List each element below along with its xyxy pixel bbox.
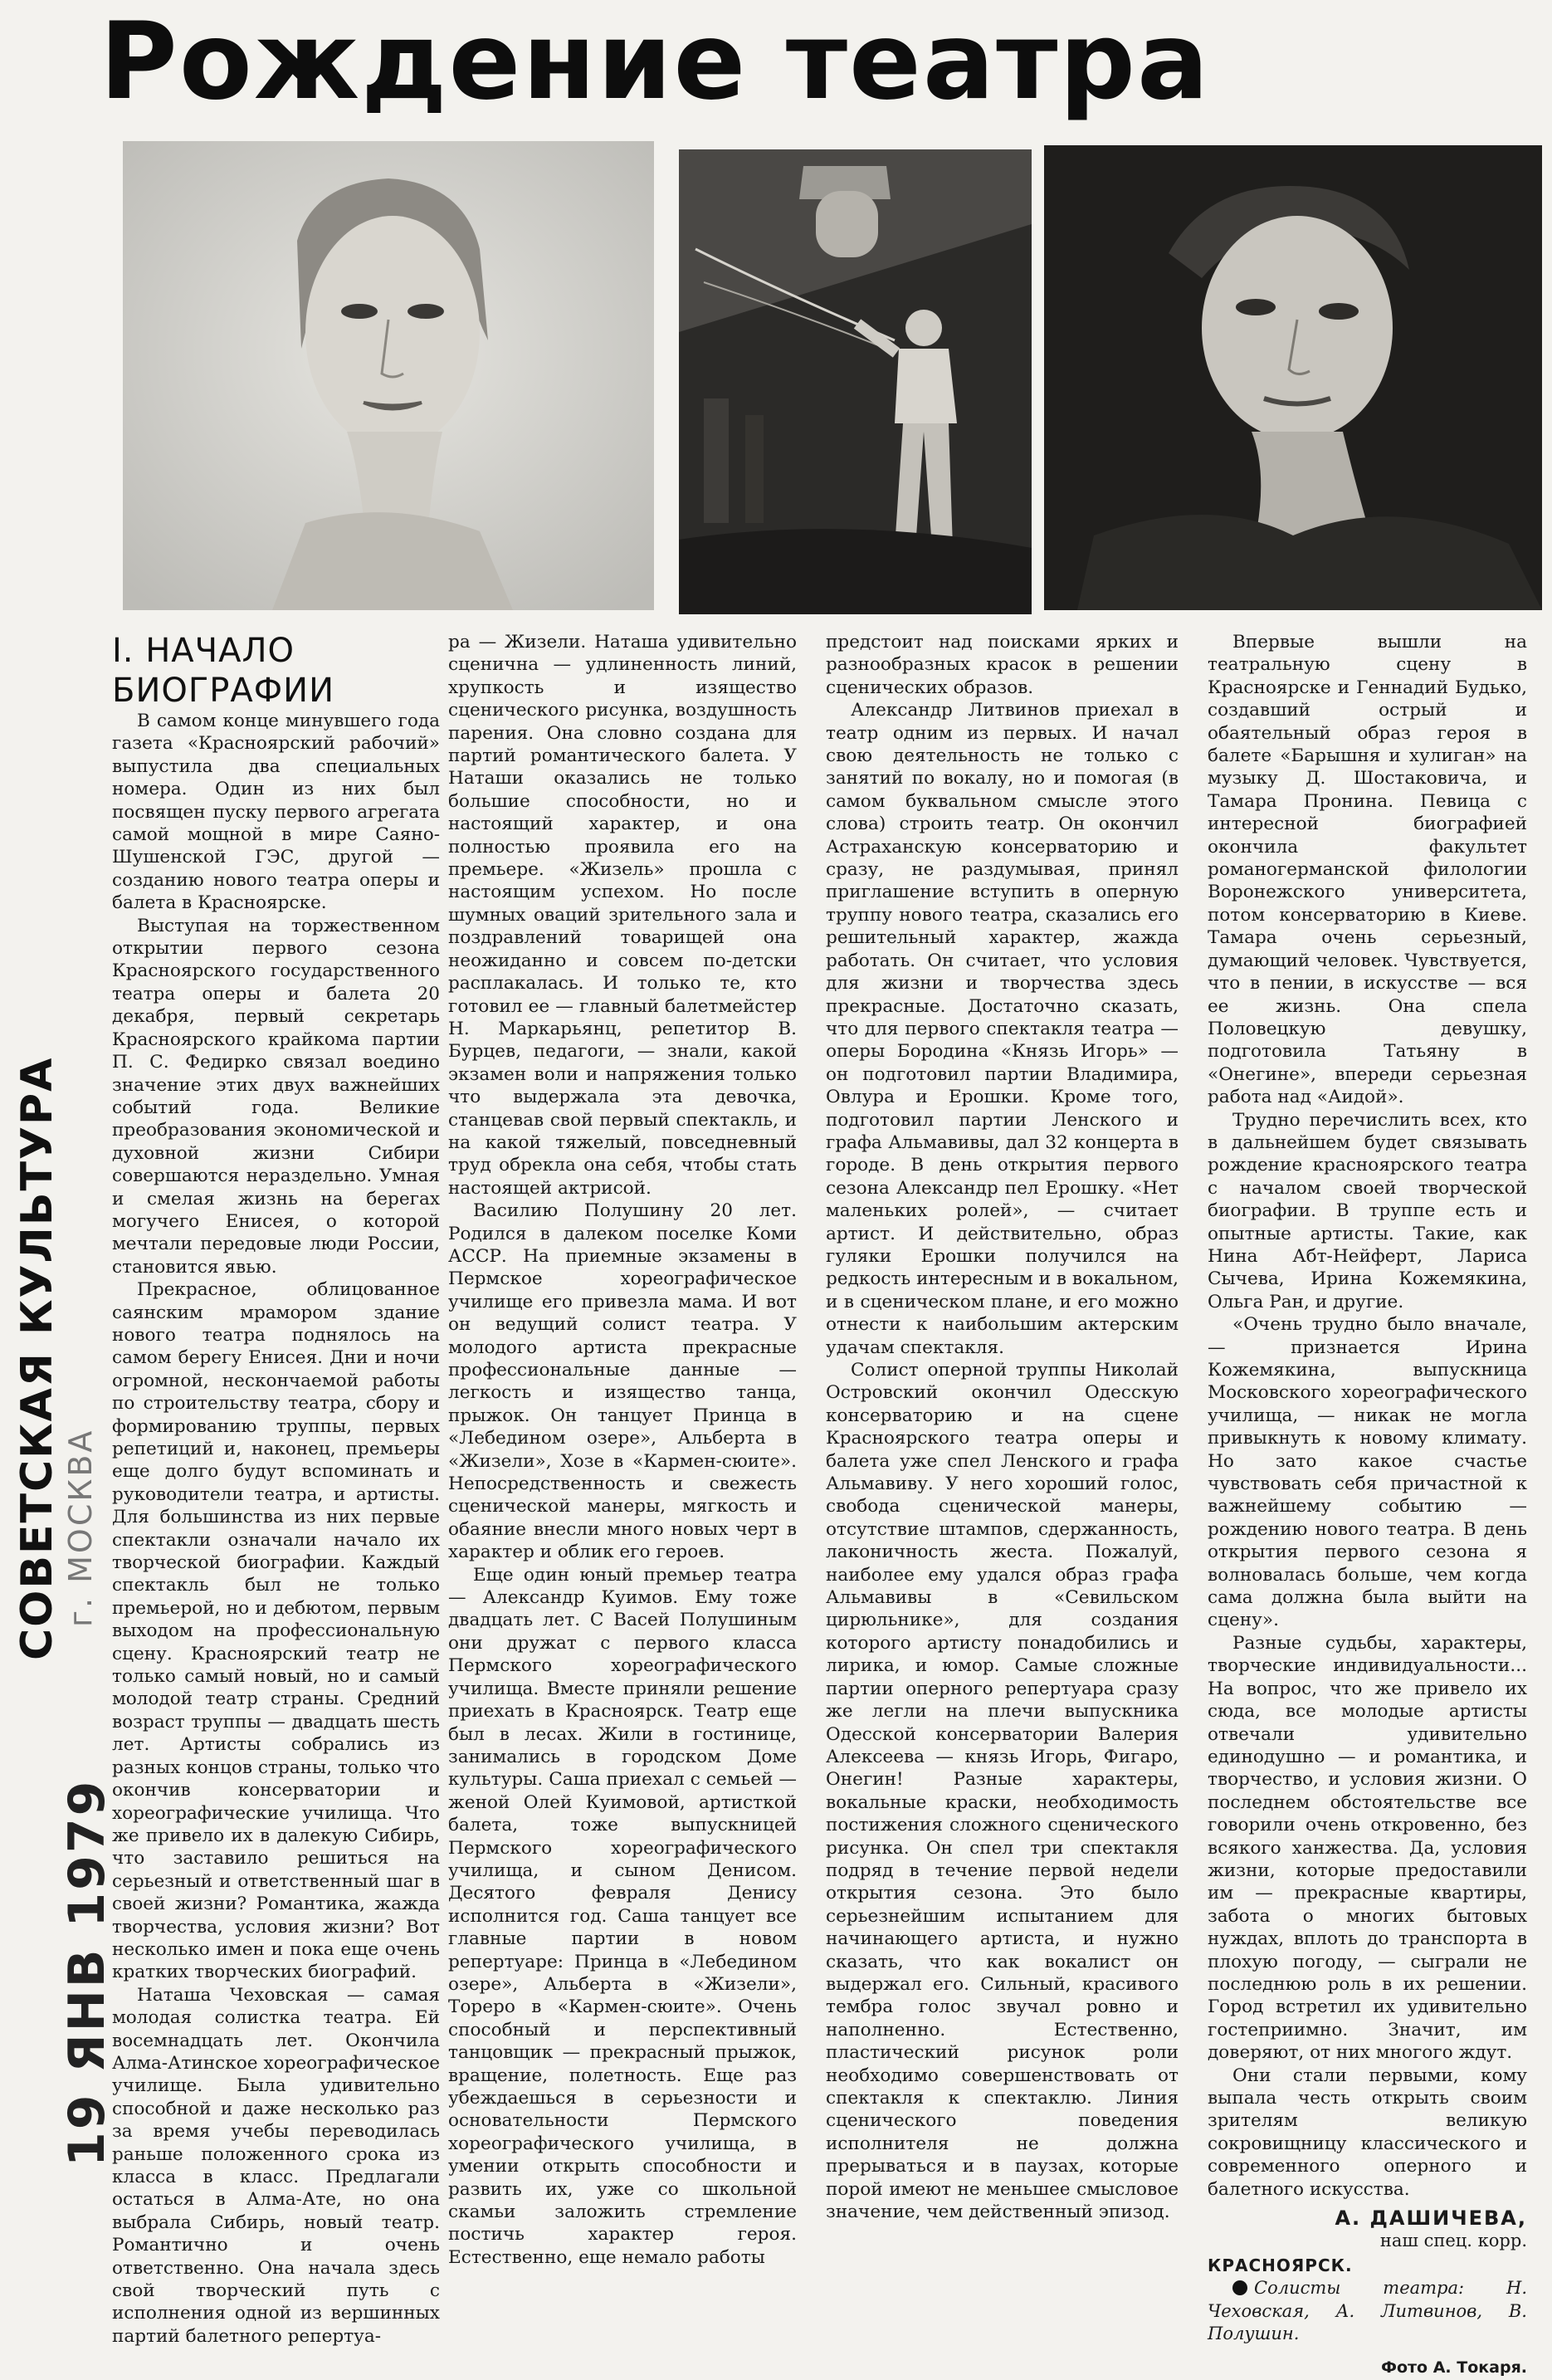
paragraph: Впервые вышли на театральную сцену в Красноярске и Геннадий Будько, создавший острый и обаятельный образ героя в балете «Барышня и хулиган» на музыку Д. Шостаковича, и Тамара Пронина. Певица с интересной биографией окончила факультет романогерманской филологии Воронежского университета, потом консерваторию в Киеве. Тамара очень серьезный, думающий человек. Чувствуется, что в пении, в искусстве — вся ее жизнь. Она спела Половецкую девушку, подготовила Татьяну в «Онегине», впереди серьезная работа над «Аидой». [1208,632,1527,1108]
paragraph: Трудно перечислить всех, кто в дальнейшем будет связывать рождение красноярского театра с началом своей творческой биографии. В труппе есть и опытные артисты. Такие, как Нина Абт-Нейферт, Лариса Сычева, Ирина Кожемякина, Ольга Ран, и другие. [1208,1109,1527,1312]
paragraph: В самом конце минувшего года газета «Красноярский рабочий» выпустила два специальных номера. Один из них был посвящен пуску первого агрегата самой мощной в мире Саяно-Шушенской ГЭС, другой — созданию нового театра оперы и балета в Красноярске. [112,711,440,914]
paragraph: «Очень трудно было вначале, — признается Ирина Кожемякина, выпускница Московского хореографического училища, — никак не могла привыкнуть к новому климату. Но зато какое счастье чувствовать себя причастной к важнейшему событию — рождению нового театра. В день открытия первого сезона я волновалась больше, чем когда сама должна была выйти на сцену». [1208,1314,1527,1631]
paragraph: предстоит над поисками ярких и разнообразных красок в решении сценических образов. [826,632,1179,698]
paragraph: Александр Литвинов приехал в театр одним из первых. И начал свою деятельность не только с занятий по вокалу, но и помогая (в самом буквальном смысле этого слова) строить театр. Он окончил Астраханскую консерваторию и сразу, не раздумывая, принял приглашение вступить в оперную труппу нового театра, сказались его решительный характер, жажда работать. Он считает, что условия для жизни и творчества здесь прекрасные. Достаточно сказать, что для первого спектакля театра — оперы Бородина «Князь Игорь» — он подготовил партии Владимира, Овлура и Ерошки. Кроме того, подготовил партии Ленского и графа Альмавивы, дал 32 концерта в городе. В день открытия первого сезона Александр пел Ерошку. «Нет маленьких ролей», — считает артист. И действительно, образ гуляки Ерошки получился на редкость интересным и в вокальном, и в сценическом плане, и его можно отнести к наибольшим актерским удачам спектакля. [826,700,1179,1358]
section-title: I. НАЧАЛО БИОГРАФИИ [112,632,335,710]
paragraph: Еще один юный премьер театра — Александр Куимов. Ему тоже двадцать лет. С Васей Полушиным они дружат с первого класса Пермского хореографического училища. Вместе приняли решение приехать в Красноярск. Театр еще был в лесах. Жили в гостинице, занимались в городском Доме культуры. Саша приехал с семьей — женой Олей Куимовой, артисткой балета, тоже выпускницей Пермского хореографического училища, и сыном Денисом. Десятого февраля Денису исполнится год. Саша танцует все главные партии в новом репертуаре: Принца в «Лебедином озере», Альберта в «Жизели», Тореро в «Кармен-сюите». Очень способный и перспективный танцовщик — прекрасный прыжок, вращение, полетность. Еще раз убеждаешься в серьезности и основательности Пермского хореографического училища, в умении открыть способности и развить их, уже со школьной скамьи заложить стремление постичь характер героя. Естественно, еще немало работы [448,1564,797,2268]
paragraph: ра — Жизели. Наташа удивительно сценична — удлиненность линий, хрупкость и изящество сценического рисунка, воздушность парения. Она словно создана для партий романтического балета. У Наташи оказались не только большие способности, но и настоящий характер, и она полностью проявила его на премьере. «Жизель» прошла с настоящим успехом. Но после шумных оваций зрительного зала и поздравлений товарищей она неожиданно и совсем по-детски расплакалась. И только те, кто готовил ее — главный балетмейстер Н. Маркарьянц, репетитор В. Бурцев, педагоги, — знали, какой экзамен воли и напряжения только что выдержала эта девочка, станцевав свой первый спектакль, и на какой тяжелый, повседневный труд обрекла она себя, чтобы стать настоящей актрисой. [448,632,797,1199]
paragraph: Они стали первыми, кому выпала честь открыть своим зрителям великую сокровищницу классического и современного оперного и балетного искусства. [1208,2065,1527,2200]
author-role: наш спец. корр. [1379,2231,1527,2251]
paragraph: Василию Полушину 20 лет. Родился в далеком поселке Коми АССР. На приемные экзамены в Пермское хореографическое училище его привезла мама. И вот он ведущий солист театра. У молодого артиста прекрасные профессиональные данные — легкость и изящество танца, прыжок. Он танцует Принца в «Лебедином озере», Альберта в «Жизели», Хозе в «Кармен-сюите». Непосредственность и свежесть сценической манеры, мягкость и обаяние внесли много новых черт в характер и облик его героев. [448,1200,797,1563]
stamp-newspaper-name: СОВЕТСКАЯ КУЛЬТУРА [12,1056,62,1660]
photo-ballerina-portrait [123,141,654,610]
paragraph: Выступая на торжественном открытии первого сезона Красноярского государственного театра оперы и балета 20 декабря, первый секретарь Красноярского крайкома партии П. С. Федирко связал воедино значение этих двух важнейших событий года. Великие преобразования экономической и духовной жизни Сибири совершаются нераздельно. Умная и смелая жизнь на берегах могучего Енисея, о которой мечтали передовые люди России, становится явью. [112,915,440,1278]
photo-stage-image [679,149,1032,614]
photo-credit: Фото А. Токаря. [1381,2358,1527,2378]
stamp-city: г. МОСКВА [62,1428,99,1627]
photo-caption [1208,2277,1527,2345]
author-city: КРАСНОЯРСК. [1208,2255,1353,2275]
photo-dancer-portrait [1044,145,1542,610]
paragraph: Солист оперной труппы Николай Островский окончил Одесскую консерваторию и на сцене Красноярского театра оперы и балета уже спел Ленского и графа Альмавиву. У него хороший голос, свобода сценической манеры, отсутствие штампов, сдержанность, лаконичность жеста. Пожалуй, наиболее ему удался образ графа Альмавивы в «Севильском цирюльнике», для создания которого артисту понадобились и лирика, и юмор. Самые сложные партии оперного репертуара сразу же легли на плечи выпускника Одесской консерватории Валерия Алексеева — князь Игорь, Фигаро, Онегин! Разные характеры, вокальные краски, необходимость постижения сложного сценического рисунка. Он спел три спектакля подряд в течение первой недели открытия сезона. Это было серьезнейшим испытанием для начинающего артиста, и нужно сказать, что как вокалист он выдержал его. Сильный, красивого тембра голос звучал ровно и наполненно. Естественно, пластический рисунок роли необходимо совершенствовать от спектакля к спектаклю. Линия сценического поведения исполнителя не должна прерываться и в паузах, которые порой имеют не меньшее смысловое значение, чем действенный эпизод. [826,1360,1179,2223]
photo-dancer-image [1044,145,1542,610]
article-column-2 [448,631,797,2269]
photo-stage-bell-scene [679,149,1032,614]
headline: Рождение театра [100,0,1211,124]
bullet-icon [1232,2280,1247,2295]
photo-ballerina-image [123,141,654,610]
stamp-date: 19 ЯНВ 1979 [58,1778,116,2167]
article-column-1 [112,710,440,2348]
article-column-3 [826,631,1179,2223]
paragraph: Наташа Чеховская — самая молодая солистка театра. Ей восемнадцать лет. Окончила Алма-Атинское хореографическое училище. Была удивительно способной и даже несколько раз за время учебы переводилась раньше положенного срока из класса в класс. Предлагали остаться в Алма-Ате, но она выбрала Сибирь, новый театр. Романтично и очень ответственно. Она начала здесь свой творческий путь с исполнения одной из вершинных партий балетного репертуа- [112,1984,440,2347]
paragraph: Прекрасное, облицованное саянским мрамором здание нового театра поднялось на самом берегу Енисея. Дни и ночи огромной, нескончаемой работы по строительству театра, сбору и формированию труппы, первых репетиций и, наконец, премьеры еще долго будут вспоминать и руководители театра, и артисты. Для большинства из них первые спектакли означали начало их творческой биографии. Каждый спектакль был не только премьерой, но и дебютом, первым выходом на профессиональную сцену. Красноярский театр не только самый новый, но и самый молодой театр страны. Средний возраст труппы — двадцать шесть лет. Артисты собрались из разных концов страны, только что окончив консерватории и хореографические училища. Что же привело их в далекую Сибирь, что заставило решиться на серьезный и ответственный шаг в своей жизни? Романтика, жажда творчества, условия жизни? Вот несколько имен и пока еще очень кратких творческих биографий. [112,1279,440,1983]
paragraph: Разные судьбы, характеры, творческие индивидуальности... На вопрос, что же привело их сюда, все молодые артисты отвечали удивительно единодушно — и романтика, и творчество, и условия жизни. О последнем обстоятельстве все говорили очень откровенно, без всякого ханжества. Да, условия жизни, которые предоставили им — прекрасные квартиры, забота о многих бытовых нуждах, вплоть до транспорта в плохую погоду, — сыграли не последнюю роль в их решении. Город встретил их удивительно гостеприимно. Значит, им доверяют, от них многого ждут. [1208,1632,1527,2064]
photo-caption-text: Солисты театра: Н. Чеховская, А. Литвинов, В. Полушин. [1208,2278,1527,2344]
article-column-4 [1208,631,1527,2380]
author-signature: А. ДАШИЧЕВА, [1335,2207,1527,2231]
